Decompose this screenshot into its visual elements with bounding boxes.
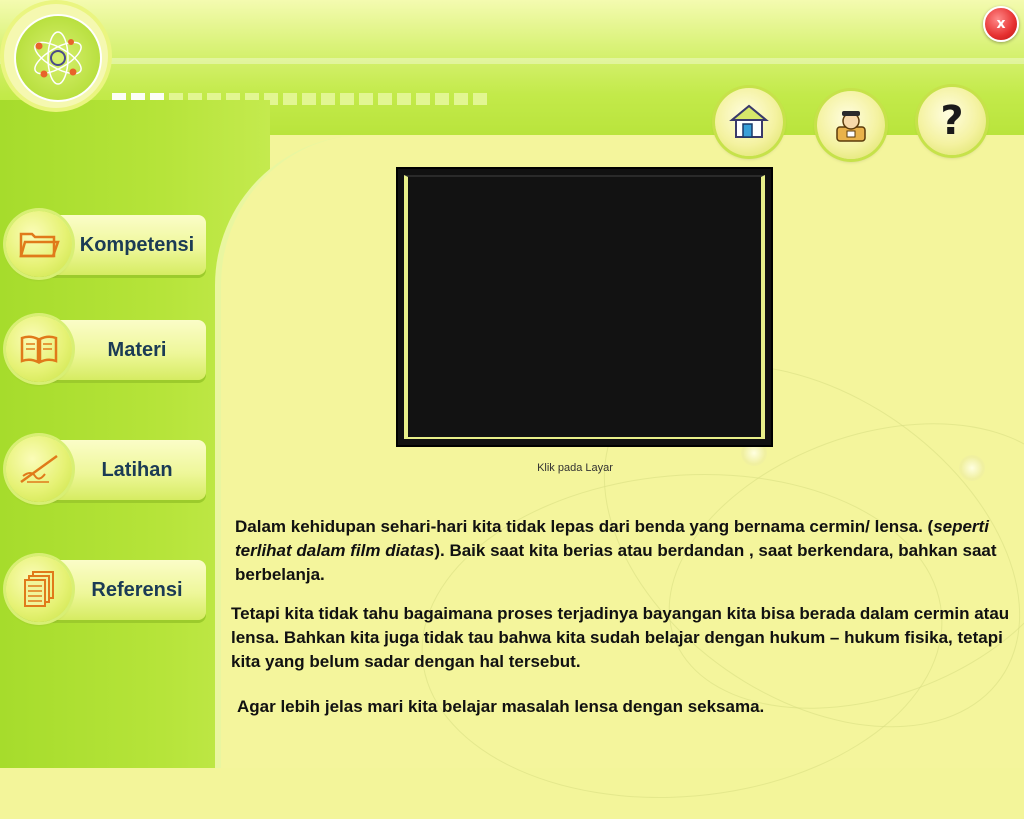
video-screen[interactable]	[396, 167, 773, 447]
paragraph-intro	[235, 515, 1020, 587]
book-icon	[18, 333, 60, 365]
header-square	[454, 93, 468, 105]
document-stack-icon	[19, 569, 59, 609]
video-caption: Klik pada Layar	[537, 462, 613, 474]
menu-materi-label: Materi	[107, 338, 167, 361]
close-button[interactable]	[983, 6, 1019, 42]
header-square	[416, 93, 430, 105]
home-button[interactable]	[715, 88, 783, 156]
header-square	[378, 93, 392, 105]
menu-materi[interactable]	[6, 320, 206, 380]
header-square	[473, 93, 487, 105]
paragraph-intro-part-a: Dalam kehidupan sehari-hari kita tidak lepas dari benda yang bernama cermin/ lensa. (	[235, 517, 934, 536]
paragraph-intro-italic: seperti terlihat dalam film diatas	[235, 517, 989, 560]
header-square	[302, 93, 316, 105]
paragraph-intro-part-b: ). Baik saat kita berias atau berdandan , saat berkendara, bahkan saat berbelanja.	[235, 541, 997, 584]
menu-icon-holder	[6, 316, 72, 382]
header-square	[435, 93, 449, 105]
menu-kompetensi[interactable]	[6, 215, 206, 275]
header-square	[283, 93, 297, 105]
header-square	[321, 93, 335, 105]
decorative-dot	[959, 455, 985, 481]
logo-ring	[14, 14, 102, 102]
menu-kompetensi-label: Kompetensi	[79, 233, 195, 256]
help-button[interactable]	[918, 87, 986, 155]
header-square	[359, 93, 373, 105]
profile-icon	[831, 105, 871, 145]
profile-button[interactable]	[817, 91, 885, 159]
menu-latihan[interactable]	[6, 440, 206, 500]
menu-referensi[interactable]	[6, 560, 206, 620]
home-icon	[729, 103, 769, 141]
video-viewport	[404, 175, 765, 439]
pencil-icon	[17, 452, 61, 486]
menu-icon-holder	[6, 211, 72, 277]
app-logo	[4, 4, 108, 108]
paragraph-explanation: Tetapi kita tidak tahu bagaimana proses terjadinya bayangan kita bisa berada dalam cermin atau lensa. Bahkan kita juga tidak tau bahwa kita sudah belajar dengan hukum – hukum fisika, tetapi kita yang belum sadar dengan hal tersebut.	[231, 604, 1010, 671]
header-square	[397, 93, 411, 105]
atom-icon	[16, 16, 100, 100]
header-stripe	[0, 58, 1024, 64]
menu-latihan-label: Latihan	[101, 458, 173, 481]
menu-icon-holder	[6, 436, 72, 502]
menu-icon-holder	[6, 556, 72, 622]
menu-referensi-label: Referensi	[91, 578, 183, 601]
paragraph-closing: Agar lebih jelas mari kita belajar masalah lensa dengan seksama.	[237, 697, 765, 716]
header-square	[340, 93, 354, 105]
folder-icon	[18, 228, 60, 260]
help-icon: ?	[940, 98, 964, 144]
close-icon: x	[996, 16, 1006, 32]
